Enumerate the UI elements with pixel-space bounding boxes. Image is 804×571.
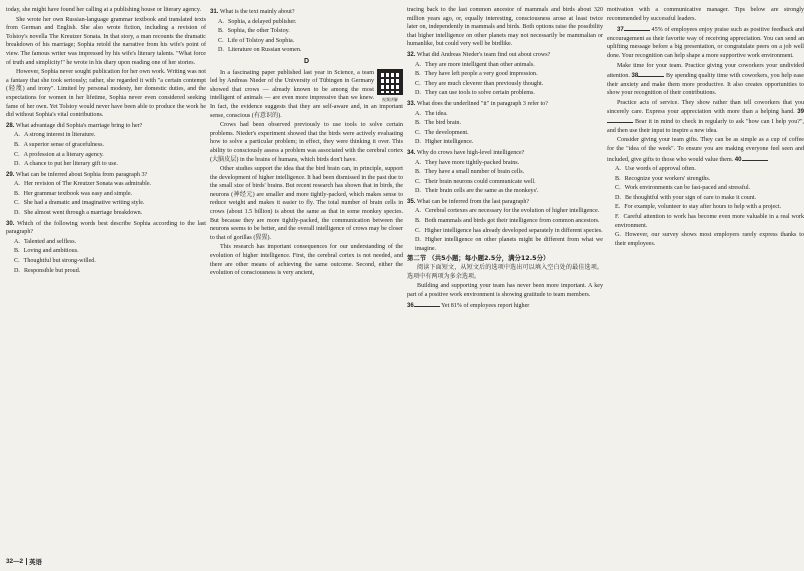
option[interactable]: B. Sophia, the other Tolstoy. [218, 28, 290, 35]
option[interactable]: B. Both mammals and birds got their intelligence from common ancestors. [415, 218, 600, 225]
option[interactable]: C. Thoughtful but strong-willed. [14, 258, 96, 265]
paragraph: Crows had been observed previously to use tools to solve certain problems. Nieder's experiment showed that the birds were actively evaluating how to solve a particular problem; in effect, they were thinking it over. This ability to consciously assess a problem was associated with the cerebral cortex (大脑皮层) in the brains of humans, which birds don't have. [210, 122, 403, 163]
paragraph: However, Sophia never sought publication for her own work. Writing was not a fantasy that she took seriously; rather, she regarded it with "a certain contempt (轻蔑) and irony". Limited by personal modesty, her domestic duties, and the expectations for women in her lifetime, Sophia never even considered seeking fame of her own. Yet Tolstoy would never have been able to produce the work he did without Sophia's vital contributions. [6, 69, 206, 119]
option[interactable]: D. They can use tools to solve certain problems. [415, 90, 535, 97]
question-29: 29. What can be inferred about Sophia from paragraph 3? [6, 170, 148, 178]
option[interactable]: D. Higher intelligence. [415, 139, 474, 146]
question-34: 34. Why do crows have high-level intelligence? [407, 148, 525, 156]
option[interactable]: D. Be thoughtful with your sign of care to make it count. [615, 194, 757, 201]
paragraph: motivation with a communicative manager. Tips below are strongly recommended by successful leaders. [607, 7, 804, 22]
option[interactable]: C. She had a dramatic and imaginative writing style. [14, 200, 145, 207]
column-1 [6, 6, 206, 571]
option[interactable]: D. A chance to put her literary gift to use. [14, 161, 118, 168]
column-2 [210, 6, 403, 571]
option[interactable]: A. Sophia, a delayed publisher. [218, 18, 297, 25]
blank-number: 39 [797, 107, 804, 115]
paragraph: Building and supporting your team has never been more important. A key part of a positive work environment is showing gratitude to team members. [407, 283, 603, 298]
paragraph: Consider giving your team gifts. They can be as simple as a cup of coffee for the "idea of the week". To ensure you are making everyone feel seen and included, give gifts to those who would value them. 40 [607, 137, 804, 163]
option[interactable]: C. They are much cleverer than previously thought. [415, 80, 544, 87]
page-number: 32—2 [6, 558, 27, 565]
paragraph: Make time for your team. Practice giving your coworkers your undivided attention. 38 By spending quality time with coworkers, you help ease their anxiety and make them more productive. It also creates opportunities to show your recognition of their contributions. [607, 62, 804, 97]
blank-number: 40 [734, 155, 742, 163]
answer-blank[interactable] [742, 154, 768, 161]
paragraph: She wrote her own Russian-language grammar textbook and translated texts from German and English. She also wrote fiction, including a revision of Tolstoy's novella The Kreutzer Sonata. In that story, a man recounts the dramatic breakdown of his marriage; Sophia retold the narrative from his wife's point of view. The famous writer was impressed by his wife's literary talents. "What force of truth and simplicity!" he wrote in his diary upon reading one of her stories. [6, 16, 206, 66]
option[interactable]: G. However, our survey shows most employers rarely express thanks to their employees. [615, 232, 804, 247]
paragraph: tracing back to the last common ancestor of mammals and birds about 320 million years ago, or, equally interesting, consciousness arose at least twice later on, independently in mammals and birds. Both options raise the possibility that higher intelligence on other planets may not necessarily be mammalian or humanlike, but could very well be birdlike. [407, 7, 603, 48]
option[interactable]: B. They have left people a very good impression. [415, 71, 538, 78]
question-31: 31. What is the text mainly about? [210, 8, 295, 15]
question-35: 35. What can be inferred from the last paragraph? [407, 197, 530, 205]
paragraph: Practice acts of service. They show rather than tell coworkers that you sincerely care. Express your appreciation with more than a helping hand. 39 Bear it in mind to check in regularly to ask "how can I help you?", and then use their input to inspire a new idea. [607, 99, 804, 134]
page-footer [6, 557, 42, 566]
paragraph: 37 45% of employees enjoy praise such as positive feedback and encouragement as their favorite way of receiving appreciation. You can send an uplifting message before a big presentation, or congratulate peers on a job well done. Your recognition can help shape a more supportive work environment. [607, 26, 804, 59]
blank-number: 37 [617, 26, 624, 34]
option[interactable]: C. The development. [415, 129, 469, 136]
answer-blank[interactable] [414, 300, 440, 307]
option[interactable]: C. Their brain neurons could communicate well. [415, 178, 536, 185]
paragraph: In a fascinating paper published last year in Science, a team led by Andreas Nieder of the University of Tübingen in Germany showed that crows — already known to be among the most intelligent of animals — are even more impressive than we knew. In fact, the evidence suggests that they are self-aware and, in an important sense, conscious (有意识的). [210, 69, 403, 119]
option[interactable]: C. Higher intelligence has already developed separately in different species. [415, 227, 603, 234]
qr-code-icon[interactable] [377, 69, 403, 95]
option[interactable]: D. She almost went through a marriage breakdown. [14, 210, 143, 217]
paragraph: Other studies support the idea that the bird brain can, in principle, support the development of higher intelligence. It had been dismissed in the past due to the small size of birds' brains. But recent research has shown that in birds, the neurons (神经元) are smaller and more tightly-packed, which makes sense to reduce weight and makes it easier to fly. The total number of brain cells in crows (about 1.5 billion) is about the same as that in some monkey species. But because they are more tightly-packed, the communication between the neurons seems to be better, and the overall intelligence of crows may be closer to that of gorillas (猩猩). [210, 166, 403, 241]
paragraph: 36 Yet 81% of employees report higher [407, 302, 530, 310]
paragraph: today, she might have found her calling at a publishing house or literary agency. [6, 7, 201, 13]
question-32: 32. What did Andreas Nieder's team find out about crows? [407, 50, 551, 58]
question-33: 33. What does the underlined "it" in paragraph 3 refer to? [407, 99, 548, 107]
option[interactable]: A. They are more intelligent than other animals. [415, 61, 535, 68]
answer-blank[interactable] [624, 24, 650, 31]
option[interactable]: D. Their brain cells are the same as the monkeys'. [415, 188, 539, 195]
option[interactable]: B. Recognize your workers' strengths. [615, 175, 711, 182]
option[interactable]: D. Literature on Russian women. [218, 47, 302, 54]
section-2-instructions: 阅读下面短文，从短文后的选项中选出可以填入空白处的最佳选项。选项中有两项为多余选项。 [407, 265, 603, 280]
blank-number: 38 [631, 72, 639, 80]
option[interactable]: D. Higher intelligence on other planets might be different from what we imagine. [415, 237, 603, 252]
option[interactable]: A. Use words of approval often. [615, 166, 696, 173]
column-4 [607, 6, 804, 571]
paragraph: This research has important consequences for our understanding of the evolution of higher intelligence. First, the cerebral cortex is not needed, and there are other means of achieving the same outcome. Second, either the evolution of consciousness is very ancient, [210, 244, 403, 277]
option[interactable]: E. For example, volunteer to stay after hours to help with a project. [615, 204, 782, 211]
subject-label: 英语 [29, 559, 42, 566]
option[interactable]: A. They have more tightly-packed brains. [415, 159, 520, 166]
option[interactable]: A. The idea. [415, 110, 448, 117]
section-heading: D [303, 57, 310, 65]
option[interactable]: A. A strong interest in literature. [14, 132, 96, 139]
option[interactable]: A. Cerebral cortexes are necessary for the evolution of higher intelligence. [415, 208, 600, 215]
answer-blank[interactable] [607, 116, 633, 123]
qr-caption: 视频讲解 [382, 96, 398, 102]
option[interactable]: C. A profession at a literary agency. [14, 151, 104, 158]
option[interactable]: C. Work environments can be fast-paced and stressful. [615, 185, 751, 192]
option[interactable]: B. Her grammar textbook was easy and simple. [14, 190, 133, 197]
option[interactable]: B. A superior sense of gracefulness. [14, 141, 104, 148]
option[interactable]: B. The bird brain. [415, 120, 461, 127]
option[interactable]: B. Loving and ambitious. [14, 248, 79, 255]
option[interactable]: B. They have a small number of brain cells. [415, 169, 525, 176]
option[interactable]: D. Responsible but proud. [14, 267, 81, 274]
option[interactable]: A. Talented and selfless. [14, 238, 77, 245]
question-28: 28. What advantage did Sophia's marriage bring to her? [6, 121, 143, 129]
option[interactable]: F. Careful attention to work has become even more valuable in a real work environment. [615, 214, 804, 229]
column-3 [407, 6, 603, 571]
option[interactable]: C. Life of Tolstoy and Sophia. [218, 37, 295, 44]
question-30: 30. Which of the following words best describe Sophia according to the last paragraph? [6, 219, 206, 236]
section-2-title: 第二节 （共5小题；每小题2.5分，满分12.5分） [407, 254, 550, 263]
blank-number: 36 [407, 302, 414, 310]
option[interactable]: A. Her revision of The Kreutzer Sonata was admirable. [14, 181, 152, 188]
answer-blank[interactable] [638, 70, 664, 77]
